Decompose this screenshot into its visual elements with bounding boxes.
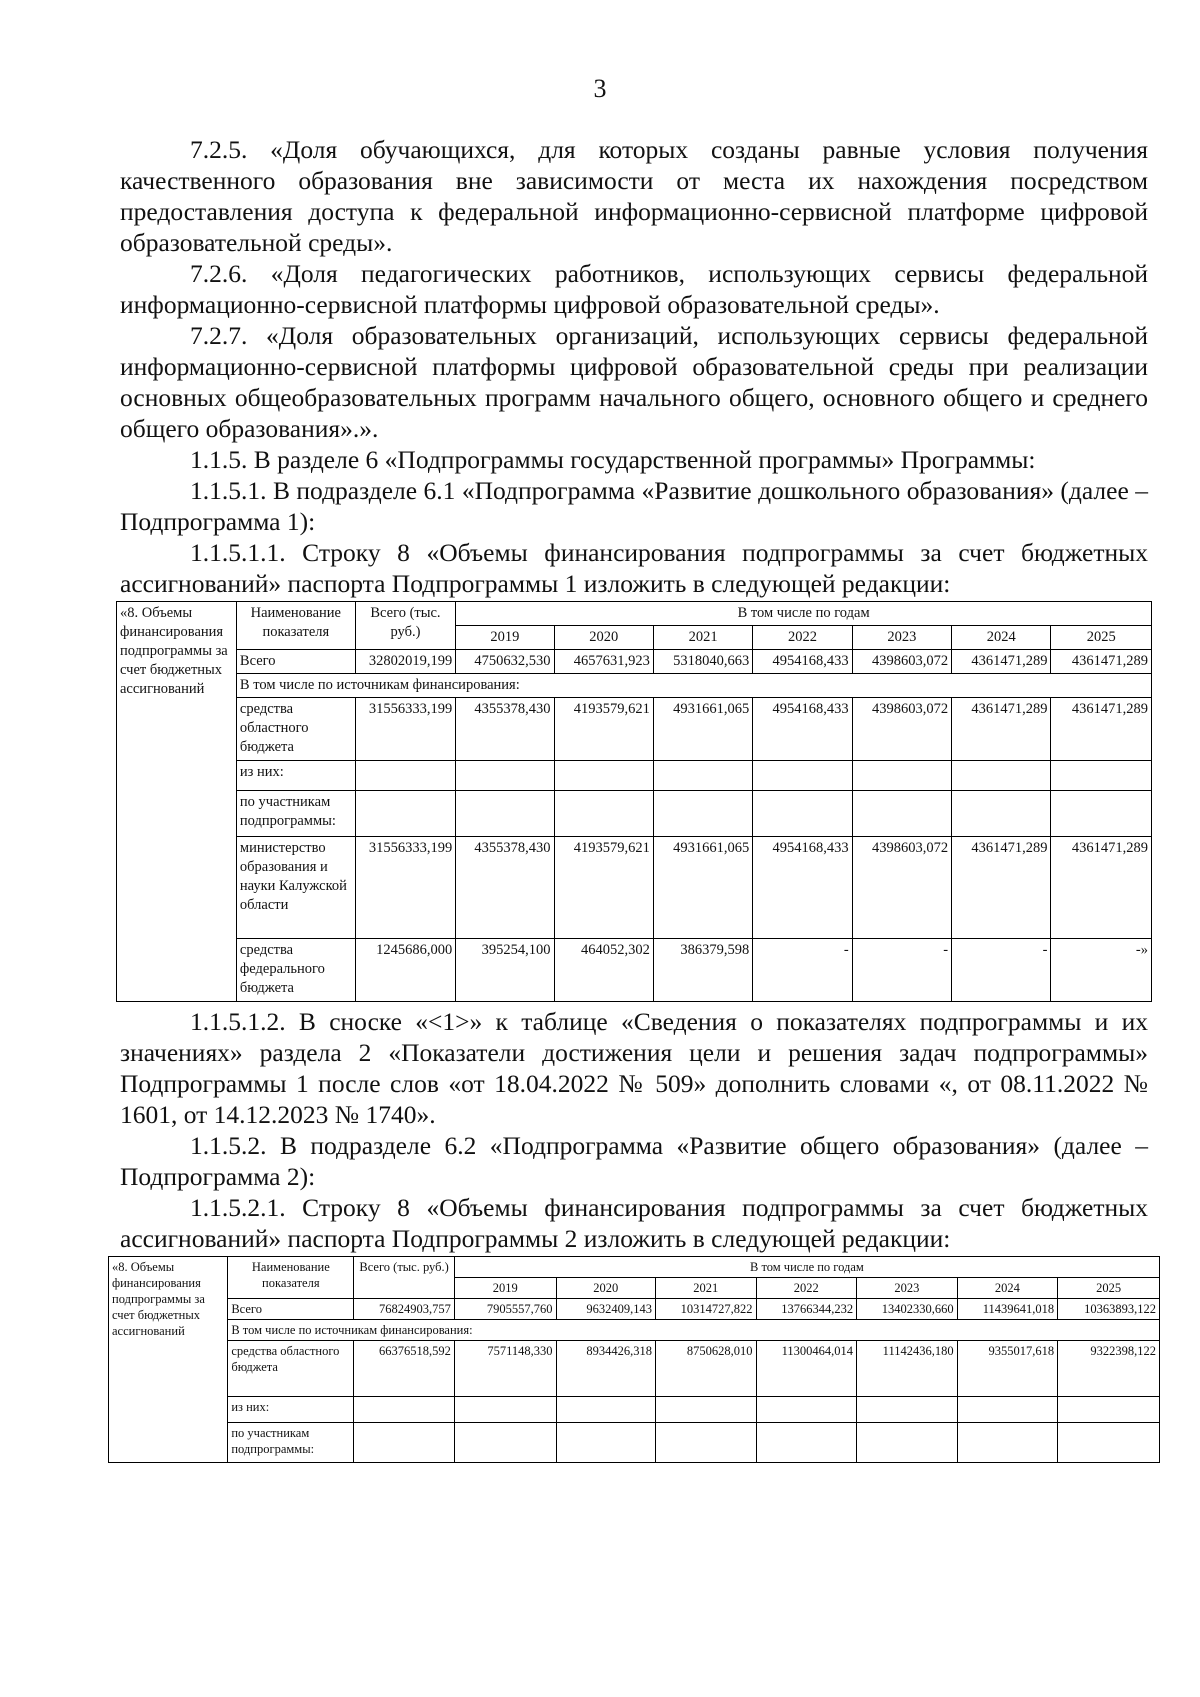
paragraph-7-2-6: 7.2.6. «Доля педагогических работников, использующих сервисы федеральной информационно-сервисной платформы цифровой образовательной среды». <box>120 259 1148 319</box>
table1-cell: 31556333,199 <box>355 698 455 761</box>
table1-cell-name: средства областного бюджета <box>236 698 355 761</box>
table1-year: 2025 <box>1051 626 1152 650</box>
table1-sources-header: В том числе по источникам финансирования: <box>236 674 1151 698</box>
table2-cell: 9632409,143 <box>556 1299 655 1320</box>
table1-cell: 4657631,923 <box>554 650 653 674</box>
table1-cell: 4193579,621 <box>554 698 653 761</box>
table1-cell: 4361471,289 <box>1051 837 1152 939</box>
paragraph-1-1-5-1: 1.1.5.1. В подразделе 6.1 «Подпрограмма «Развитие дошкольного образования» (далее – Подпрограмма 1): <box>120 476 1148 536</box>
table1-year: 2021 <box>653 626 752 650</box>
table2-year: 2019 <box>454 1278 556 1299</box>
table1-federal-row <box>117 939 1152 1002</box>
paragraph-1-1-5-1-1: 1.1.5.1.1. Строку 8 «Объемы финансирования подпрограммы за счет бюджетных ассигнований» паспорта Подпрограммы 1 изложить в следующей редакции: <box>120 538 1148 598</box>
table1-cell: 4361471,289 <box>1051 698 1152 761</box>
document-body <box>112 134 1156 1463</box>
table2-total-header: Всего (тыс. руб.) <box>354 1257 455 1299</box>
table1-cell: 4954168,433 <box>753 698 852 761</box>
table1-ministry-row <box>117 837 1152 939</box>
table1-cell: 464052,302 <box>554 939 653 1002</box>
table2-year: 2021 <box>655 1278 756 1299</box>
table1-cell: 4193579,621 <box>554 837 653 939</box>
table1-cell-name: из них: <box>236 761 355 791</box>
table2-year: 2020 <box>556 1278 655 1299</box>
table1-year: 2023 <box>852 626 951 650</box>
financing-table-subprogram-2 <box>108 1256 1160 1463</box>
table2-regional-row <box>109 1341 1160 1397</box>
table1-cell-name: по участникам подпрограммы: <box>236 791 355 837</box>
table1-cell: 4361471,289 <box>952 837 1051 939</box>
table2-cell-name: из них: <box>228 1397 354 1423</box>
table2-cell: 8750628,010 <box>655 1341 756 1397</box>
table2-name-header: Наименование показателя <box>228 1257 354 1299</box>
table1-year: 2024 <box>952 626 1051 650</box>
table1-year: 2022 <box>753 626 852 650</box>
table1-cell: -» <box>1051 939 1152 1002</box>
table1-cell: 32802019,199 <box>355 650 455 674</box>
table1-of-them-row <box>117 761 1152 791</box>
table1-row-label: «8. Объемы финансирования подпрограммы за счет бюджетных ассигнований <box>117 602 237 1002</box>
table1-cell: 386379,598 <box>653 939 752 1002</box>
table1-cell: 4361471,289 <box>952 650 1051 674</box>
table1-regional-row <box>117 698 1152 761</box>
table2-total-row <box>109 1299 1160 1320</box>
table2-cell: 9355017,618 <box>957 1341 1058 1397</box>
table2-year: 2023 <box>857 1278 958 1299</box>
table1-cell: 4398603,072 <box>852 650 951 674</box>
table1-cell-name: министерство образования и науки Калужской области <box>236 837 355 939</box>
paragraph-7-2-5: 7.2.5. «Доля обучающихся, для которых созданы равные условия получения качественного образования вне зависимости от места их нахождения посредством предоставления доступа к федеральной информационно-сервисной платформе цифровой образовательной среды». <box>120 135 1148 257</box>
table1-cell: 4398603,072 <box>852 698 951 761</box>
table2-cell-name: средства областного бюджета <box>228 1341 354 1397</box>
table1-cell: 4398603,072 <box>852 837 951 939</box>
table2-cell-name: по участникам подпрограммы: <box>228 1423 354 1463</box>
table1-cell: 31556333,199 <box>355 837 455 939</box>
financing-table-subprogram-1 <box>116 601 1152 1002</box>
table2-sources-header: В том числе по источникам финансирования: <box>228 1320 1160 1341</box>
table1-cell: - <box>753 939 852 1002</box>
table2-cell: 13766344,232 <box>756 1299 857 1320</box>
table1-cell: 5318040,663 <box>653 650 752 674</box>
table1-participants-row <box>117 791 1152 837</box>
paragraph-7-2-7: 7.2.7. «Доля образовательных организаций, использующих сервисы федеральной информационно-сервисной платформы цифровой образовательной среды при реализации основных общеобразовательных программ начального общего, основного общего и среднего общего образования».». <box>120 321 1148 443</box>
table2-cell: 11142436,180 <box>857 1341 958 1397</box>
table2-cell: 76824903,757 <box>354 1299 455 1320</box>
table1-years-header: В том числе по годам <box>456 602 1152 626</box>
paragraph-1-1-5-1-2: 1.1.5.1.2. В сноске «<1>» к таблице «Сведения о показателях подпрограммы и их значениях» раздела 2 «Показатели достижения цели и решения задач подпрограммы» Подпрограммы 1 после слов «от 18.04.2022 № 509» дополнить словами «, от 08.11.2022 № 1601, от 14.12.2023 № 1740». <box>120 1007 1148 1129</box>
table1-cell: 4361471,289 <box>1051 650 1152 674</box>
table2-row-label: «8. Объемы финансирования подпрограммы за счет бюджетных ассигнований <box>109 1257 228 1463</box>
table2-cell: 9322398,122 <box>1058 1341 1160 1397</box>
table1-cell: 4355378,430 <box>456 698 554 761</box>
table1-name-header: Наименование показателя <box>236 602 355 650</box>
table2-cell: 11300464,014 <box>756 1341 857 1397</box>
table2-cell: 13402330,660 <box>857 1299 958 1320</box>
table1-year: 2019 <box>456 626 554 650</box>
table2-cell: 8934426,318 <box>556 1341 655 1397</box>
table2-cell-name: Всего <box>228 1299 354 1320</box>
table1-cell: 4361471,289 <box>952 698 1051 761</box>
table1-cell: 4931661,065 <box>653 837 752 939</box>
table2-years-header: В том числе по годам <box>454 1257 1159 1278</box>
table1-total-header: Всего (тыс. руб.) <box>355 602 455 650</box>
table1-cell: - <box>852 939 951 1002</box>
table2-cell: 11439641,018 <box>957 1299 1058 1320</box>
table2-year: 2024 <box>957 1278 1058 1299</box>
table2-cell: 66376518,592 <box>354 1341 455 1397</box>
paragraph-1-1-5: 1.1.5. В разделе 6 «Подпрограммы государственной программы» Программы: <box>190 445 1036 474</box>
table1-total-row <box>117 650 1152 674</box>
table1-cell: 395254,100 <box>456 939 554 1002</box>
paragraph-1-1-5-2-1: 1.1.5.2.1. Строку 8 «Объемы финансирования подпрограммы за счет бюджетных ассигнований» паспорта Подпрограммы 2 изложить в следующей редакции: <box>120 1193 1148 1253</box>
table1-cell: 4931661,065 <box>653 698 752 761</box>
table1-cell: 4954168,433 <box>753 837 852 939</box>
table2-cell: 10314727,822 <box>655 1299 756 1320</box>
table1-cell: - <box>952 939 1051 1002</box>
table1-cell: 1245686,000 <box>355 939 455 1002</box>
table1-cell-name: Всего <box>236 650 355 674</box>
page-number: 3 <box>593 74 607 103</box>
table2-cell: 10363893,122 <box>1058 1299 1160 1320</box>
table2-cell: 7905557,760 <box>454 1299 556 1320</box>
table2-participants-row <box>109 1423 1160 1463</box>
table2-of-them-row <box>109 1397 1160 1423</box>
table1-cell: 4954168,433 <box>753 650 852 674</box>
paragraph-1-1-5-2: 1.1.5.2. В подразделе 6.2 «Подпрограмма «Развитие общего образования» (далее – Подпрограмма 2): <box>120 1131 1148 1191</box>
table1-cell: 4355378,430 <box>456 837 554 939</box>
table2-year: 2022 <box>756 1278 857 1299</box>
table1-year: 2020 <box>554 626 653 650</box>
table1-cell-name: средства федерального бюджета <box>236 939 355 1002</box>
table2-cell: 7571148,330 <box>454 1341 556 1397</box>
table2-year: 2025 <box>1058 1278 1160 1299</box>
table1-cell: 4750632,530 <box>456 650 554 674</box>
